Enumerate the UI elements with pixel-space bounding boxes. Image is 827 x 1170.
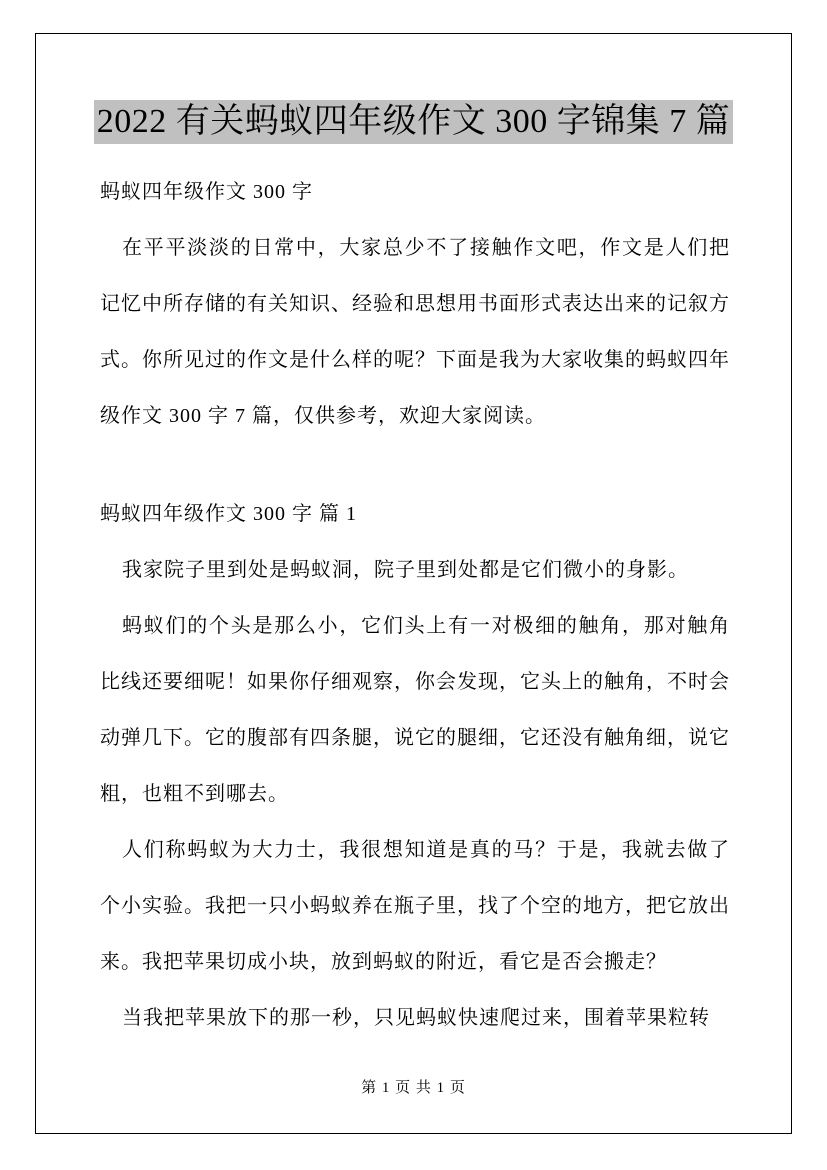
section-1-body: [100, 542, 730, 1046]
document-title: 2022 有关蚂蚁四年级作文 300 字锦集 7 篇: [94, 100, 734, 144]
section-1-paragraph: 人们称蚂蚁为大力士，我很想知道是真的马？于是，我就去做了个小实验。我把一只小蚂蚁养在瓶子里，找了个空的地方，把它放出来。我把苹果切成小块，放到蚂蚁的附近，看它是否会搬走？: [100, 839, 730, 973]
intro-paragraph: 在平平淡淡的日常中，大家总少不了接触作文吧，作文是人们把记忆中所存储的有关知识、经验和思想用书面形式表达出来的记叙方式。你所见过的作文是什么样的呢？下面是我为大家收集的蚂蚁四年级作文 300 字 7 篇，仅供参考，欢迎大家阅读。: [100, 237, 730, 427]
page-number-footer: 第 1 页 共 1 页: [361, 1080, 466, 1096]
document-subtitle: 蚂蚁四年级作文 300 字: [100, 181, 313, 203]
title-row: [36, 100, 791, 144]
section-1-paragraph: 当我把苹果放下的那一秒，只见蚂蚁快速爬过来，围着苹果粒转: [122, 1007, 710, 1029]
section-1-paragraph: 蚂蚁们的个头是那么小，它们头上有一对极细的触角，那对触角比线还要细呢！如果你仔细观察，你会发现，它头上的触角，不时会动弹几下。它的腹部有四条腿，说它的腿细，它还没有触角细，说它粗，也粗不到哪去。: [100, 615, 730, 805]
section-1-heading: 蚂蚁四年级作文 300 字 篇 1: [100, 503, 357, 525]
page-border: [35, 33, 792, 1134]
section-1-paragraph: 我家院子里到处是蚂蚁洞，院子里到处都是它们微小的身影。: [122, 559, 689, 581]
